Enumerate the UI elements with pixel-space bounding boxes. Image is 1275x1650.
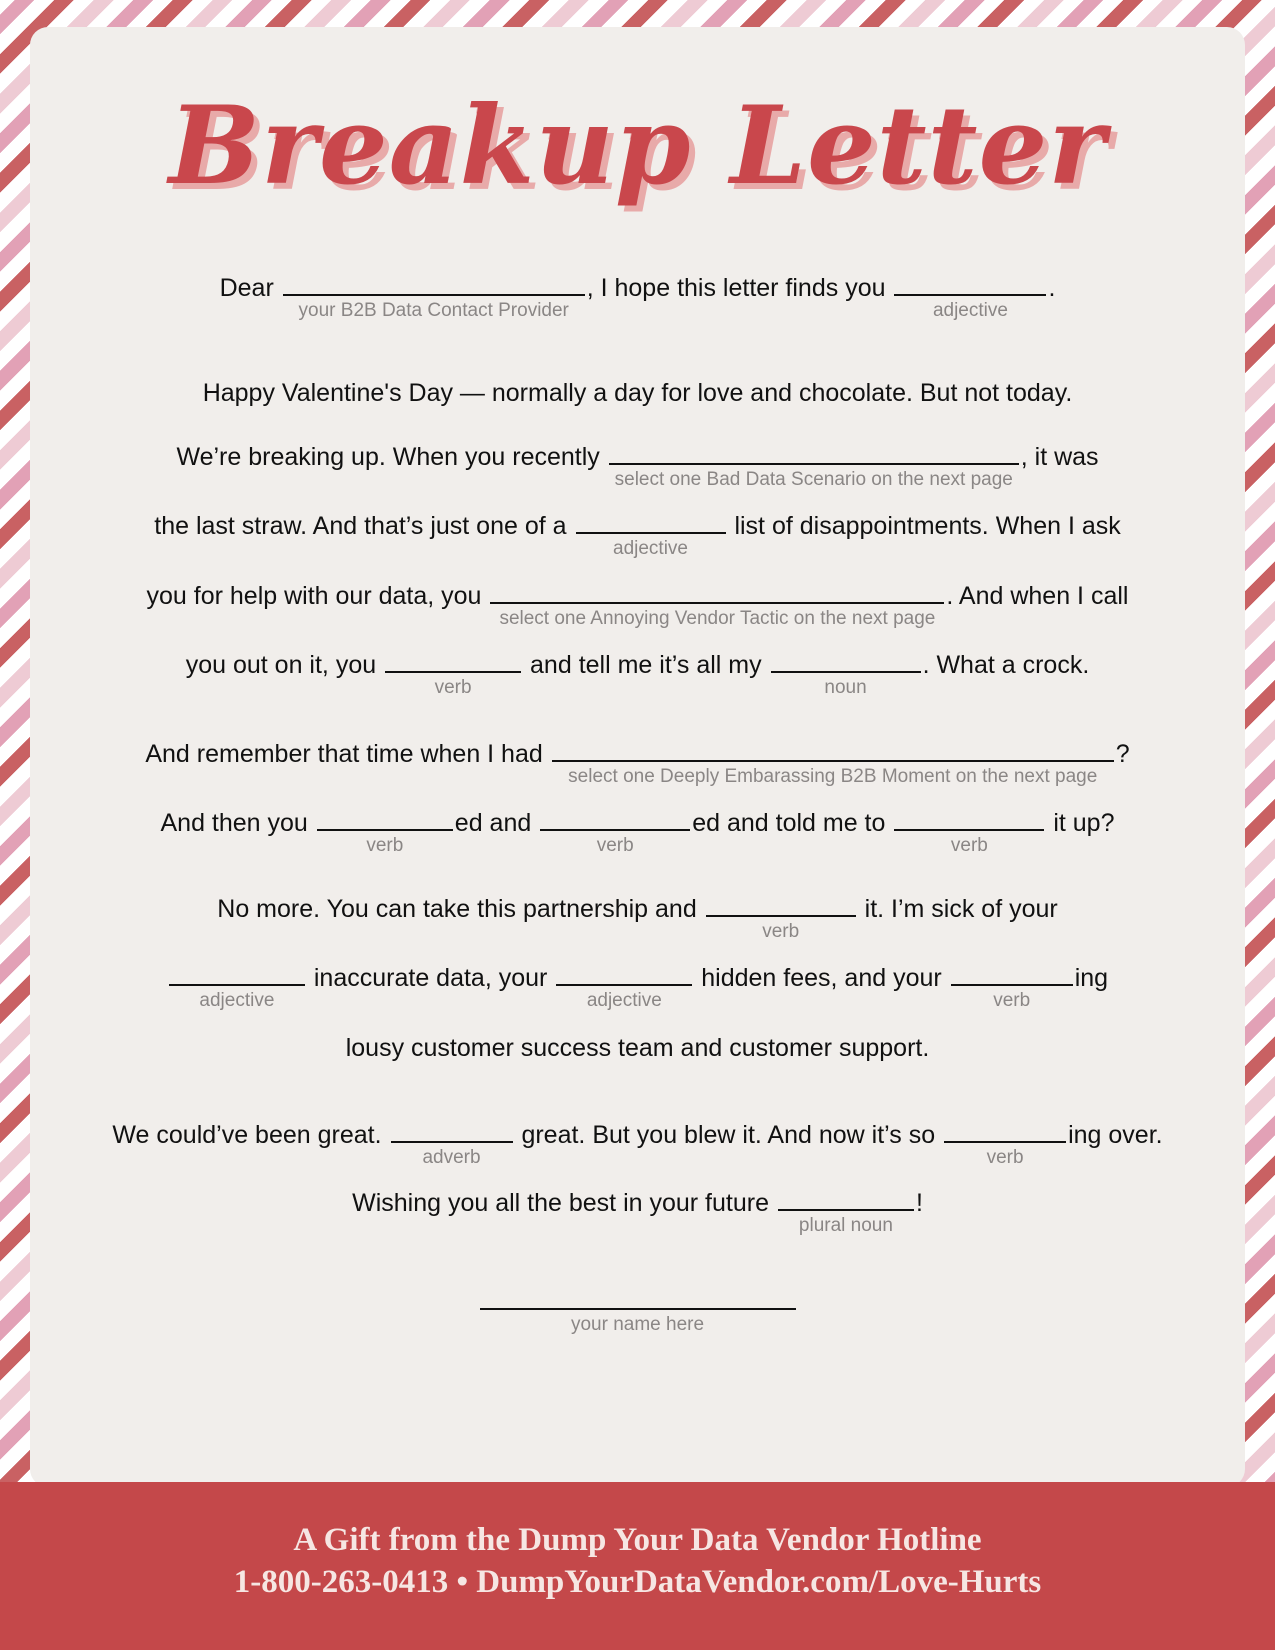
line-could-have: We could’ve been great. adverb great. But you blew it. And now it’s so verb ing over. bbox=[112, 1121, 1163, 1168]
footer-line-1: A Gift from the Dump Your Data Vendor Hotline bbox=[293, 1522, 982, 1558]
line-breaking-up: We’re breaking up. When you recently select one Bad Data Scenario on the next page , it was bbox=[176, 443, 1099, 490]
line-sick-of: adjective inaccurate data, your adjective hidden fees, and your verb ing bbox=[0, 962, 1275, 994]
blank-signature[interactable] bbox=[480, 1286, 796, 1335]
line-wishing: Wishing you all the best in your future plural noun ! bbox=[352, 1189, 923, 1236]
blank-verb-3[interactable]: verb bbox=[540, 807, 690, 831]
blank-adjective-4[interactable]: adjective bbox=[556, 962, 692, 986]
footer-line-2: 1-800-263-0413 • DumpYourDataVendor.com/Love-Hurts bbox=[233, 1564, 1042, 1600]
blank-adjective-2[interactable]: adjective bbox=[576, 510, 726, 534]
blank-verb-7[interactable]: verb bbox=[944, 1119, 1066, 1143]
blank-noun[interactable]: noun bbox=[771, 649, 921, 673]
footer-banner bbox=[0, 1482, 1275, 1650]
signature-hint: your name here bbox=[570, 1314, 705, 1335]
hint-provider: your B2B Data Contact Provider bbox=[298, 300, 569, 321]
blank-provider[interactable] bbox=[283, 272, 585, 321]
line-dear: Dear your B2B Data Contact Provider , I hope this letter finds you adjective . bbox=[219, 274, 1056, 321]
line-remember: And remember that time when I had select one Deeply Embarassing B2B Moment on the next page ? bbox=[145, 740, 1130, 787]
blank-bad-data-scenario[interactable]: select one Bad Data Scenario on the next page bbox=[609, 441, 1019, 465]
blank-verb-1[interactable]: verb bbox=[385, 649, 521, 673]
line-and-then: And then you verb ed and verb ed and told me to verb it up? bbox=[160, 809, 1115, 856]
blank-verb-4[interactable]: verb bbox=[894, 807, 1044, 831]
blank-adjective-1[interactable]: adjective bbox=[894, 272, 1046, 296]
blank-vendor-tactic[interactable]: select one Annoying Vendor Tactic on the next page bbox=[490, 580, 944, 604]
line-last-straw: the last straw. And that’s just one of a adjective list of disappointments. When I ask bbox=[154, 512, 1121, 559]
signature-line bbox=[0, 1286, 1275, 1335]
line-help-data: you for help with our data, you select one Annoying Vendor Tactic on the next page . And when I call bbox=[146, 582, 1129, 629]
line-no-more: No more. You can take this partnership and verb it. I’m sick of your bbox=[217, 895, 1058, 942]
blank-plural-noun[interactable]: plural noun bbox=[778, 1187, 914, 1211]
blank-verb-6[interactable]: verb bbox=[951, 962, 1073, 986]
blank-verb-2[interactable]: verb bbox=[317, 807, 453, 831]
blank-adverb[interactable]: adverb bbox=[391, 1119, 513, 1143]
blank-embarrassing-moment[interactable]: select one Deeply Embarassing B2B Moment on the next page bbox=[552, 738, 1114, 762]
line-valentine: Happy Valentine's Day — normally a day for love and chocolate. But not today. bbox=[202, 379, 1073, 407]
blank-adjective-3[interactable]: adjective bbox=[169, 962, 305, 986]
page-title: Breakup Letter bbox=[168, 83, 1107, 209]
line-call-out: you out on it, you verb and tell me it’s all my noun . What a crock. bbox=[185, 651, 1090, 698]
blank-verb-5[interactable]: verb bbox=[706, 893, 856, 917]
line-lousy: lousy customer success team and customer support. bbox=[345, 1034, 930, 1062]
